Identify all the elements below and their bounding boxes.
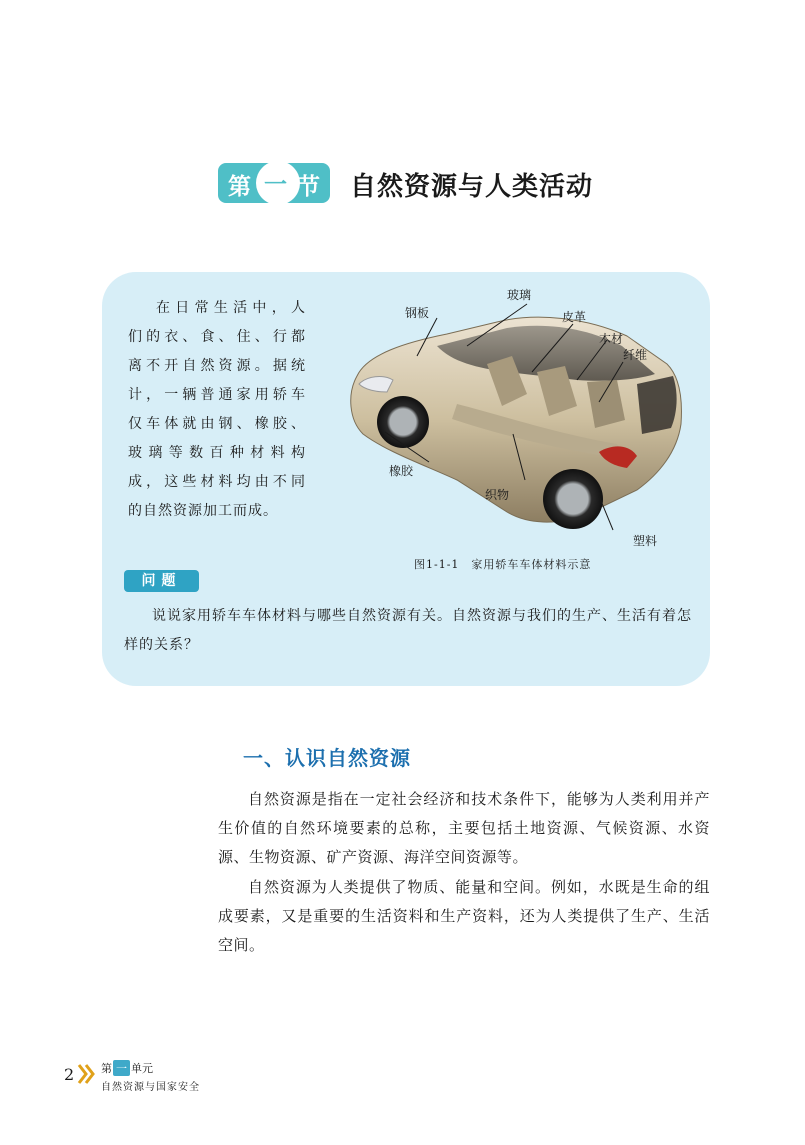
intro-panel bbox=[102, 272, 710, 686]
section-badge-char-3: 节 bbox=[297, 174, 320, 200]
section-badge-char-2: 一 bbox=[264, 172, 287, 198]
figure-caption: 图1-1-1 家用轿车车体材料示意 bbox=[414, 558, 592, 571]
unit-post: 单元 bbox=[131, 1062, 153, 1075]
car-figure bbox=[337, 284, 697, 549]
intro-line: 玻璃等数百种材料构 bbox=[128, 445, 306, 461]
subsection-heading: 一、认识自然资源 bbox=[243, 746, 411, 770]
label-rubber: 橡胶 bbox=[389, 464, 414, 478]
unit-pre: 第 bbox=[101, 1062, 112, 1075]
question-text: 说说家用轿车车体材料与哪些自然资源有关。自然资源与我们的生产、生活有着怎样的关系？ bbox=[124, 608, 692, 653]
unit-label bbox=[101, 1060, 153, 1076]
intro-text bbox=[128, 294, 306, 526]
body-paragraph: 自然资源是指在一定社会经济和技术条件下，能够为人类利用并产生价值的自然环境要素的总称，主要包括土地资源、气候资源、水资源、生物资源、矿产资源、海洋空间资源等。 bbox=[218, 790, 710, 866]
label-plastic: 塑料 bbox=[633, 534, 658, 548]
intro-line: 仅车体就由钢、橡胶、 bbox=[128, 416, 306, 432]
page-number: 2 bbox=[64, 1065, 75, 1084]
intro-line: 计，一辆普通家用轿车 bbox=[128, 387, 306, 403]
intro-line: 们的衣、食、住、行都 bbox=[128, 329, 306, 345]
section-title: 自然资源与人类活动 bbox=[350, 172, 594, 202]
label-leather: 皮革 bbox=[562, 310, 587, 324]
label-fiber: 纤维 bbox=[623, 348, 648, 362]
section-badge-char-1: 第 bbox=[228, 174, 251, 200]
unit-number: 一 bbox=[113, 1060, 130, 1076]
question-badge: 问题 bbox=[124, 570, 199, 592]
label-steel: 钢板 bbox=[405, 306, 430, 320]
unit-title: 自然资源与国家安全 bbox=[101, 1082, 200, 1093]
intro-line: 在日常生活中，人 bbox=[156, 300, 306, 316]
body-paragraph: 自然资源为人类提供了物质、能量和空间。例如，水既是生命的组成要素，又是重要的生活资料和生产资料，还为人类提供了生产、生活空间。 bbox=[218, 878, 710, 954]
intro-line: 的自然资源加工而成。 bbox=[128, 503, 278, 519]
intro-line: 离不开自然资源。据统 bbox=[128, 358, 306, 374]
section-badge bbox=[218, 163, 330, 203]
chevron-right-icon bbox=[77, 1063, 97, 1085]
label-glass: 玻璃 bbox=[507, 288, 532, 302]
section-badge-circle bbox=[256, 161, 300, 205]
car-illustration bbox=[337, 284, 697, 549]
label-wood: 木材 bbox=[599, 332, 624, 346]
intro-line: 成，这些材料均由不同 bbox=[128, 474, 306, 490]
label-fabric: 织物 bbox=[485, 488, 510, 502]
